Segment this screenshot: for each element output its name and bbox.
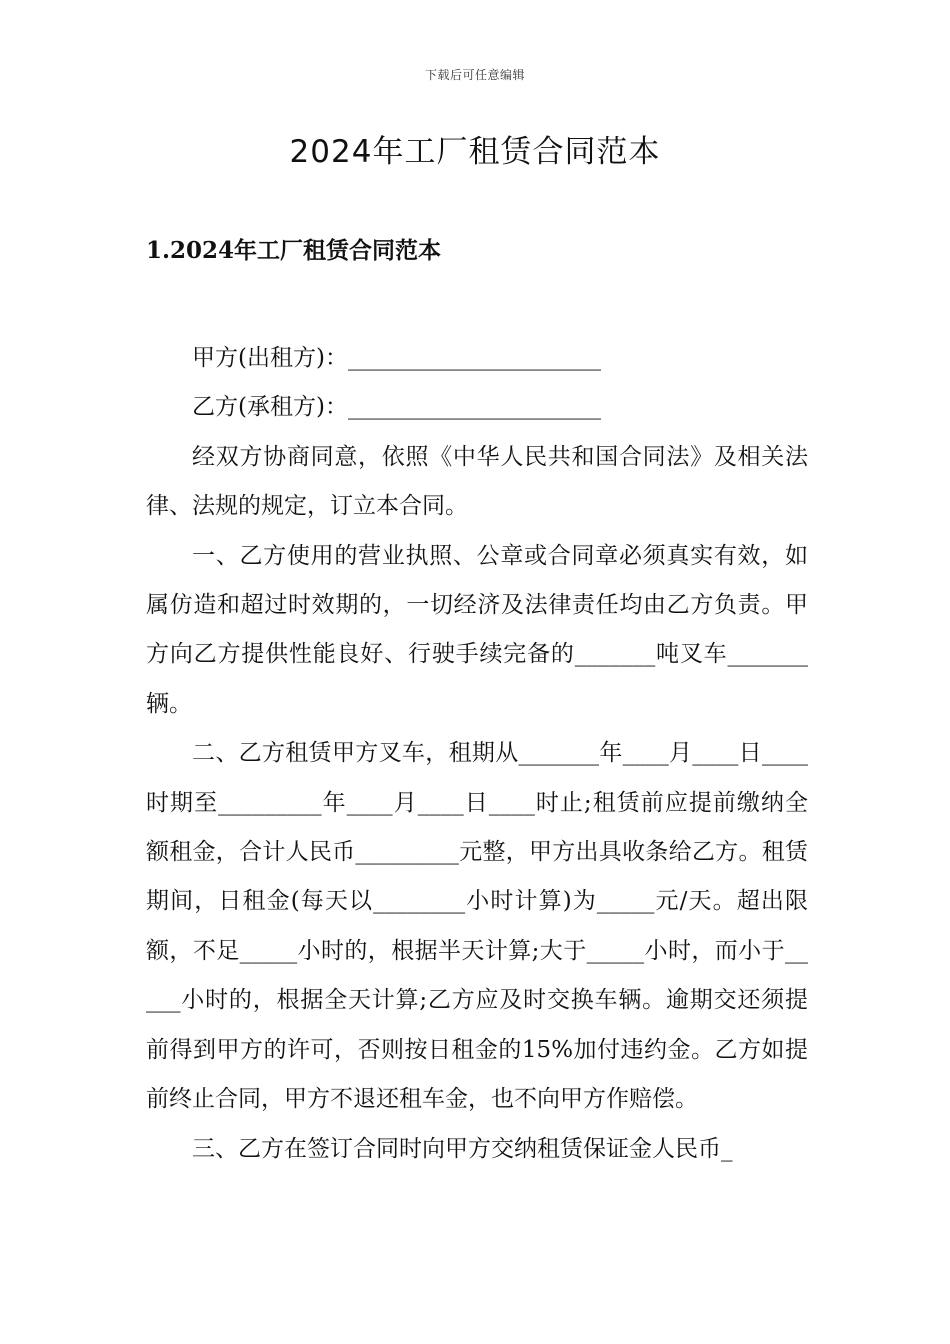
contract-body (146, 334, 808, 1174)
clause-three-paragraph: 三、乙方在签订合同时向甲方交纳租赁保证金人民币_ (192, 1135, 733, 1162)
clause-two-paragraph: 二、乙方租赁甲方叉车，租期从_______年____月____日____时期至_________年____月____日____时止;租赁前应提前缴纳全额租金，合计人民币_________元整，甲方出具收条给乙方。租赁期间，日租金(每天以________小时计算)为_____元/天。超出限额，不足_____小时的，根据半天计算;大于_____小时，而小于_____小时的，根据全天计算;乙方应及时交换车辆。逾期交还须提前得到甲方的许可，否则按日租金的15%加付违约金。乙方如提前终止合同，甲方不退还租车金，也不向甲方作赔偿。 (146, 740, 808, 1113)
section-heading: 1.2024年工厂租赁合同范本 (146, 237, 442, 264)
party-b-line: 乙方(承租方)：______________________ (192, 394, 601, 421)
agreement-intro-paragraph: 经双方协商同意，依照《中华人民共和国合同法》及相关法律、法规的规定，订立本合同。 (146, 443, 808, 520)
header-note: 下载后可任意编辑 (424, 68, 525, 82)
document-title: 2024年工厂租赁合同范本 (289, 134, 661, 170)
party-a-line: 甲方(出租方)：______________________ (192, 345, 601, 371)
clause-one-paragraph: 一、乙方使用的营业执照、公章或合同章必须真实有效，如属仿造和超过时效期的，一切经济及法律责任均由乙方负责。甲方向乙方提供性能良好、行驶手续完备的_______吨叉车_______辆。 (146, 542, 808, 717)
